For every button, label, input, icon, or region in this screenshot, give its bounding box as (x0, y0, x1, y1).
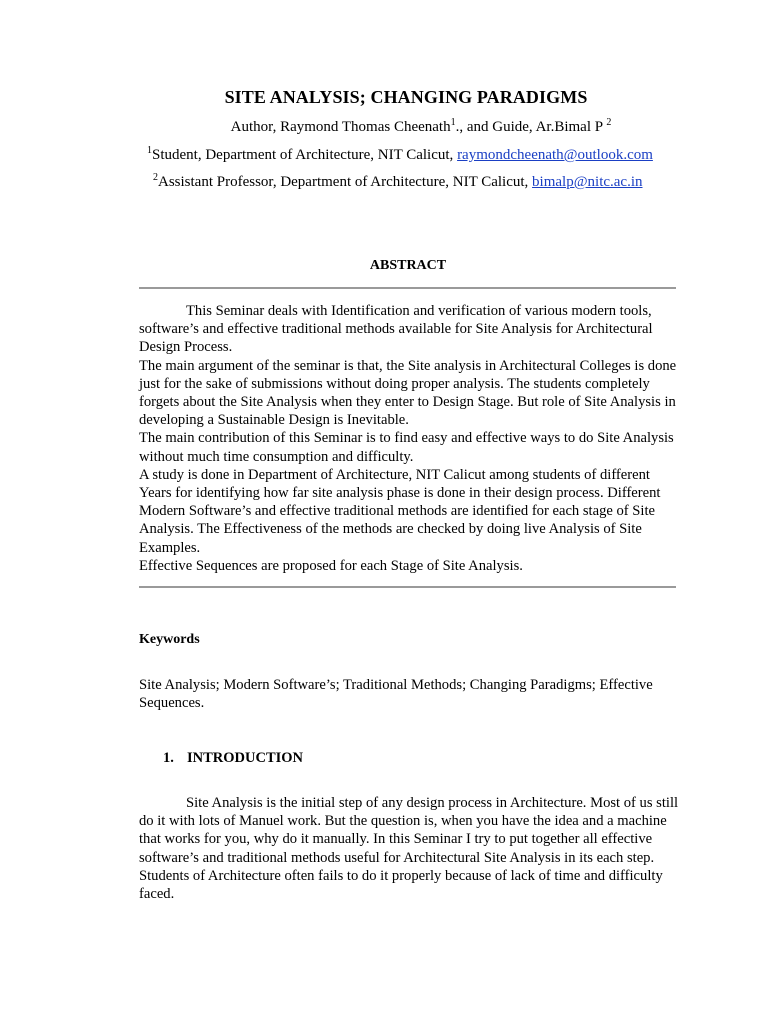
affiliation-2 (153, 172, 643, 192)
affiliation-1-text: Student, Department of Architecture, NIT Calicut, (152, 147, 458, 163)
abstract-paragraph-4: A study is done in Department of Architecture, NIT Calicut among students of different Years for identifying how far site analysis phase is done in their design process. Different Modern Software’s and effective traditional methods are identified for each stage of Site Analysis. The Effectiveness of the methods are checked by doing live Analysis of Site Examples. (139, 466, 661, 556)
introduction-number: 1. (163, 750, 174, 766)
author-sup-2: 2 (606, 117, 612, 128)
affiliation-1 (147, 145, 653, 165)
abstract-bottom-divider (139, 586, 676, 588)
introduction-title: INTRODUCTION (187, 750, 304, 766)
abstract-top-divider (139, 287, 676, 289)
author-sup-1: 1 (450, 117, 456, 128)
affiliation-1-email-link[interactable]: raymondcheenath@outlook.com (457, 147, 653, 163)
author-line (0, 117, 768, 137)
abstract-heading: ABSTRACT (369, 258, 447, 273)
affiliation-2-text: Assistant Professor, Department of Architecture, NIT Calicut, (158, 174, 533, 190)
affiliation-2-email-link[interactable]: bimalp@nitc.ac.in (532, 174, 643, 190)
abstract-paragraph-5: Effective Sequences are proposed for each Stage of Site Analysis. (139, 557, 523, 574)
introduction-heading (163, 749, 303, 767)
keywords-heading: Keywords (139, 632, 200, 647)
affiliation-1-sup: 1 (147, 145, 152, 156)
affiliation-2-sup: 2 (153, 172, 158, 183)
paper-title: SITE ANALYSIS; CHANGING PARADIGMS (224, 87, 588, 107)
abstract-body (139, 302, 679, 575)
abstract-paragraph-2: The main argument of the seminar is that, the Site analysis in Architectural Colleges is done just for the sake of submissions without doing proper analysis. The students completely forgets about the Site Analysis when they enter to Design Stage. But role of Site Analysis in developing a Sustainable Design is Inevitable. (139, 357, 677, 429)
abstract-paragraph-3: The main contribution of this Seminar is to find easy and effective ways to do Site Analysis without much time consumption and difficulty. (139, 430, 674, 465)
keywords-text: Site Analysis; Modern Software’s; Traditional Methods; Changing Paradigms; Effective Sequences. (139, 677, 653, 712)
author-middle: ., and Guide, Ar.Bimal P (455, 119, 607, 135)
introduction-paragraph: Site Analysis is the initial step of any design process in Architecture. Most of us still do it with lots of Manuel work. But the question is, when you have the idea and a machine that works for you, why do it manually. In this Seminar I try to put together all effective software’s and traditional methods useful for Architectural Site Analysis in its each step. Students of Architecture often fails to do it properly because of lack of time and difficulty faced. (139, 795, 679, 903)
abstract-paragraph-1: This Seminar deals with Identification and verification of various modern tools, software’s and effective traditional methods available for Site Analysis for Architectural Design Process. (139, 303, 653, 356)
author-prefix: Author, Raymond Thomas Cheenath (230, 119, 451, 135)
